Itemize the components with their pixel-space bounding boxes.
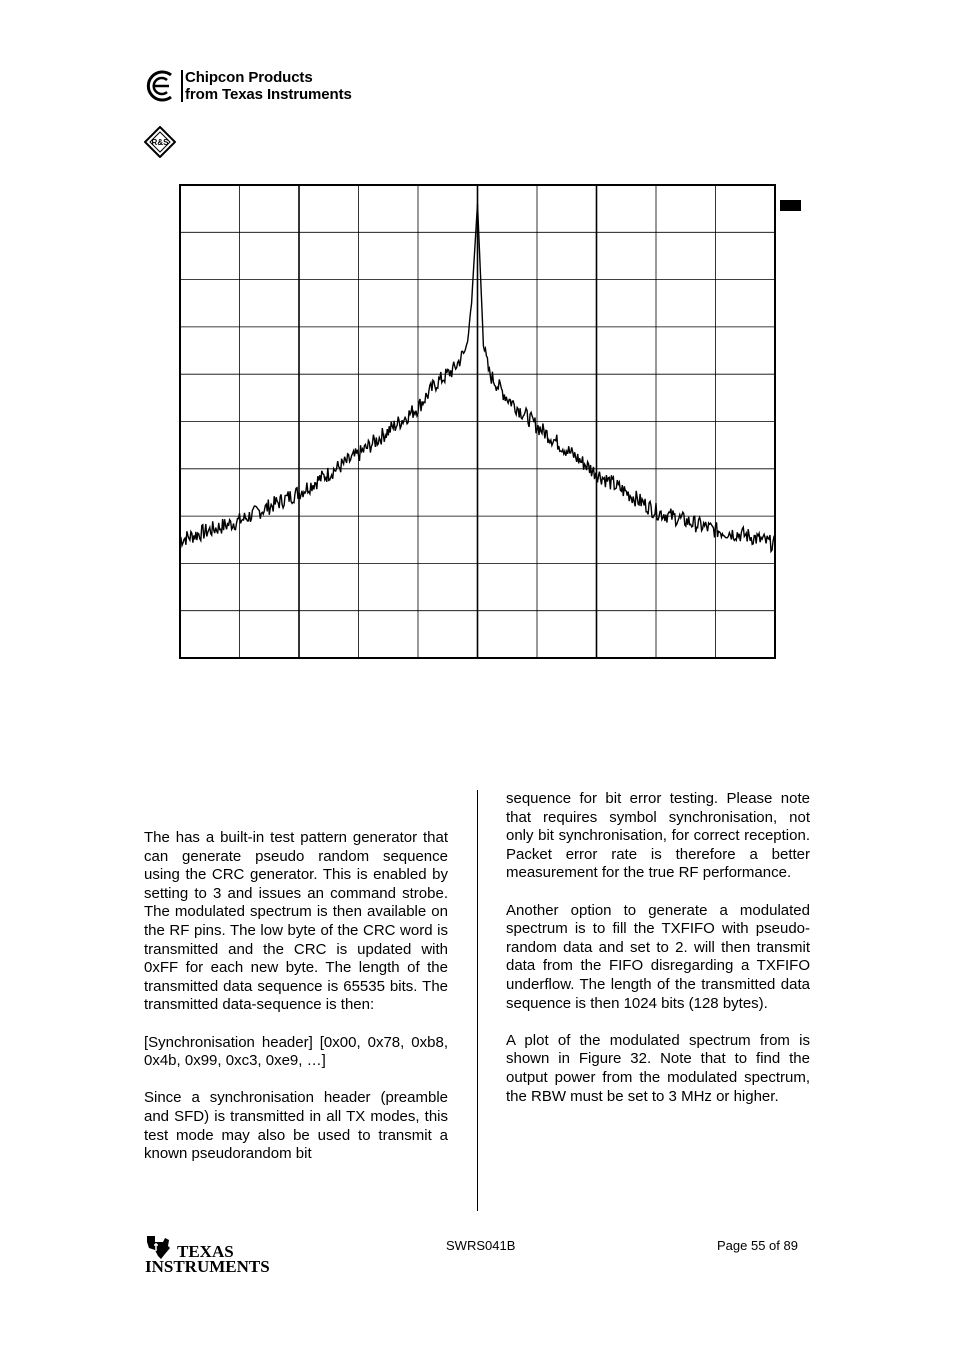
document-id: SWRS041B — [446, 1238, 516, 1253]
logo-line-2: from Texas Instruments — [185, 86, 352, 103]
logo-line-1: Chipcon Products — [185, 69, 313, 86]
right-paragraph-3: A plot of the modulated spectrum from is shown in Figure 32. Note that to find the output power from the modulated spectrum, the RBW must be set to 3 MHz or higher. — [506, 1031, 810, 1105]
right-paragraph-2: Another option to generate a modulated spectrum is to fill the TXFIFO with pseudo-random data and set to 2. will then transmit data from the FIFO disregarding a TXFIFO underflow. The length of the transmitted data sequence is then 1024 bits (128 bytes). — [506, 901, 810, 1012]
right-column — [506, 790, 810, 1125]
column-divider — [477, 790, 478, 1211]
page-number: Page 55 of 89 — [717, 1238, 798, 1253]
ti-logo-word-1: TEXAS — [177, 1242, 234, 1261]
chipcon-logo — [143, 68, 403, 104]
spectrum-plot — [176, 180, 780, 664]
rs-logo-letters: R&S — [151, 138, 169, 147]
rohde-schwarz-logo-icon — [144, 126, 176, 158]
reference-marker — [780, 200, 801, 211]
right-paragraph-1: sequence for bit error testing. Please note that requires symbol synchronisation, not only bit synchronisation, for correct reception. Packet error rate is therefore a better measurement for the true RF performance. — [506, 790, 810, 882]
texas-instruments-logo — [143, 1234, 273, 1274]
left-paragraph-3: Since a synchronisation header (preamble and SFD) is transmitted in all TX modes, this test mode may also be used to transmit a known pseudorandom bit — [144, 1089, 448, 1163]
left-paragraph-2: [Synchronisation header] [0x00, 0x78, 0xb8, 0x4b, 0x99, 0xc3, 0xe9, …] — [144, 1033, 448, 1070]
plot-grid — [180, 185, 775, 658]
ti-logo-word-2: INSTRUMENTS — [145, 1257, 270, 1276]
logo-divider — [181, 70, 183, 102]
chipcon-c-icon — [143, 68, 177, 104]
left-column — [144, 829, 448, 1182]
left-paragraph-1: The has a built-in test pattern generator that can generate pseudo random sequence using the CRC generator. This is enabled by setting to 3 and issues an command strobe. The modulated spectrum is then available on the RF pins. The low byte of the CRC word is transmitted and the CRC is updated with 0xFF for each new byte. The length of the transmitted data sequence is 65535 bits. The transmitted data-sequence is then: — [144, 829, 448, 1014]
